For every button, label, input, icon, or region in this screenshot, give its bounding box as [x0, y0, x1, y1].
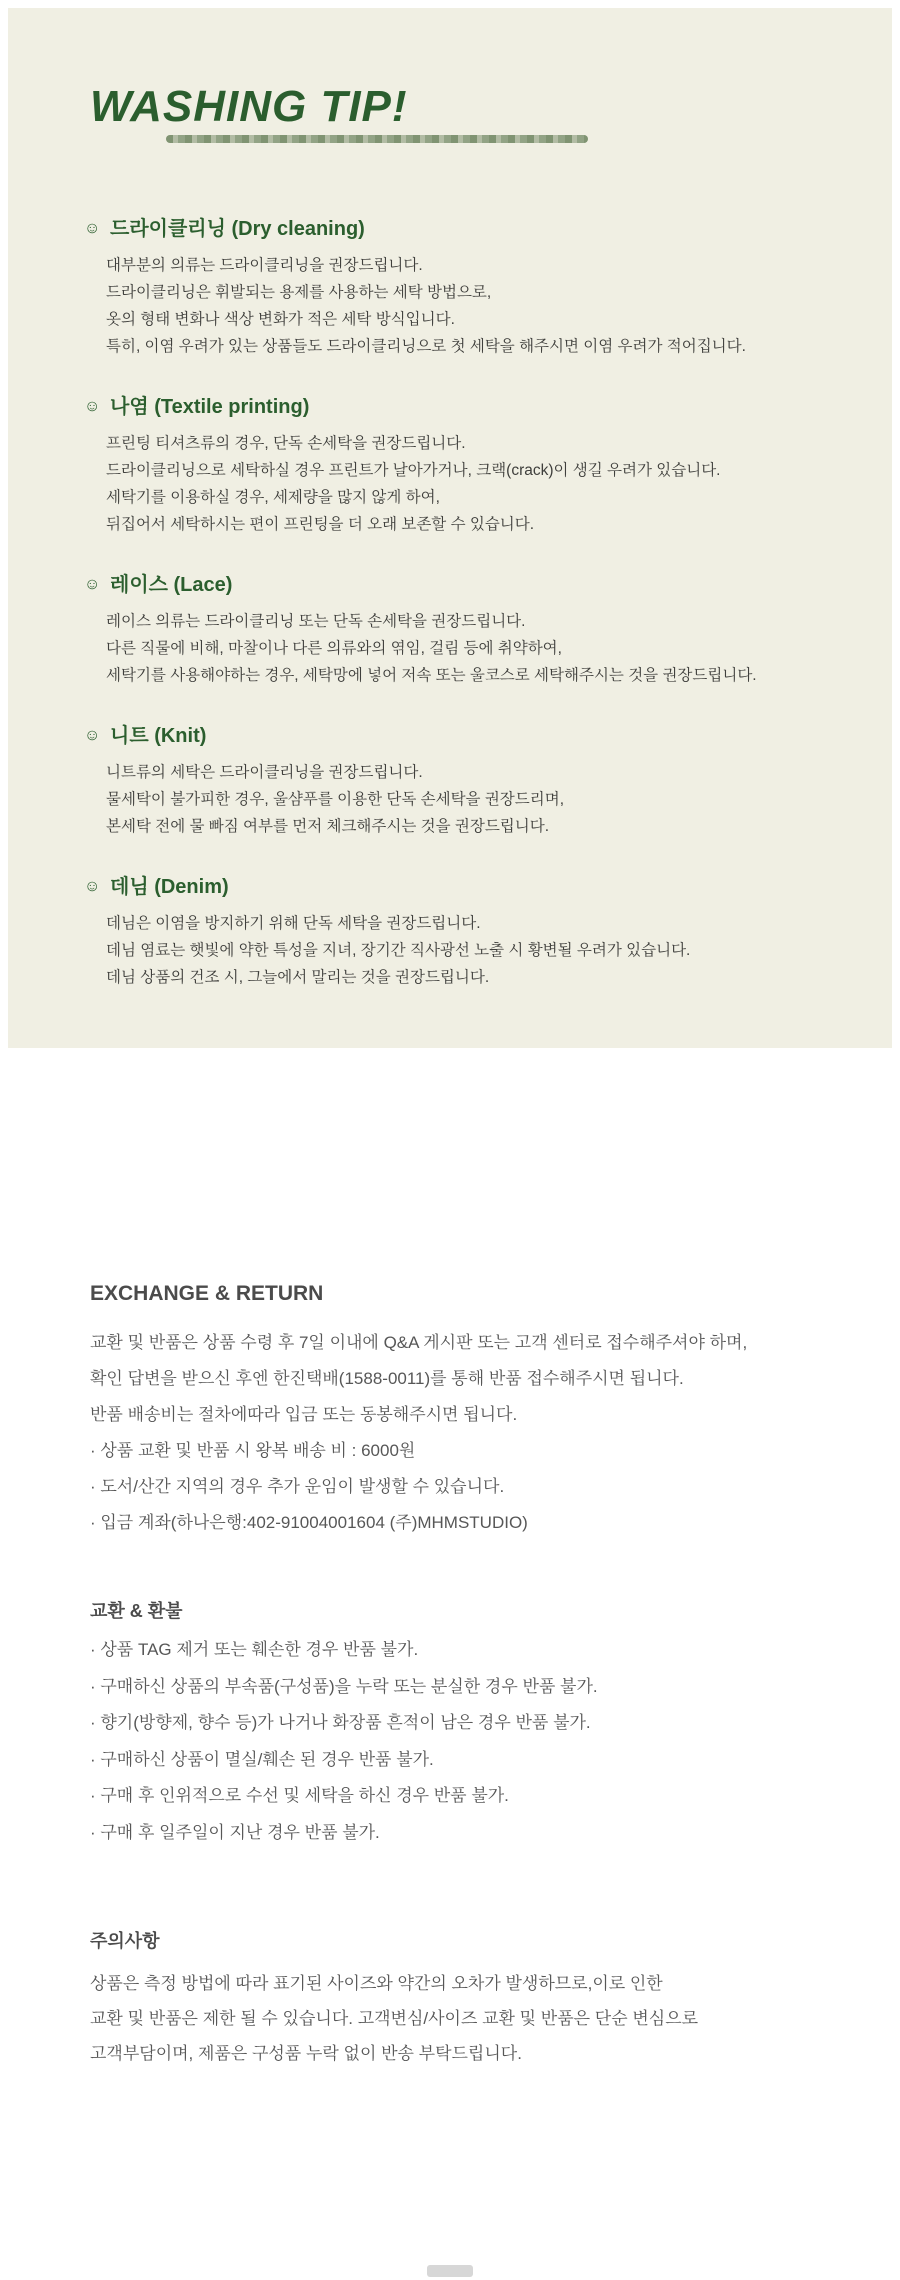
tip-section-denim [84, 873, 892, 991]
tip-line: 세탁기를 이용하실 경우, 세제량을 많지 않게 하여, [106, 489, 440, 506]
exchange-return-panel [90, 1281, 870, 2071]
intro-line: 교환 및 반품은 상품 수령 후 7일 이내에 Q&A 게시판 또는 고객 센터로 접수해주셔야 하며, [90, 1333, 748, 1352]
tip-heading-denim: 데님 (Denim) [110, 876, 229, 898]
tip-line: 데님 염료는 햇빛에 약한 특성을 지녀, 장기간 직사광선 노출 시 황변될 우려가 있습니다. [106, 942, 691, 959]
tip-section-lace [84, 571, 892, 689]
notice-line: 상품은 측정 방법에 따라 표기된 사이즈와 약간의 오차가 발생하므로,이로 인한 [90, 1974, 663, 1993]
bullet-line: · 구매 후 일주일이 지난 경우 반품 불가. [90, 1822, 380, 1842]
notice-title: 주의사항 [90, 1931, 160, 1951]
exchange-return-intro [90, 1325, 870, 1433]
notice-line: 교환 및 반품은 제한 될 수 있습니다. 고객변심/사이즈 교환 및 반품은 단순 변심으로 [90, 2009, 699, 2028]
bullet-line: · 도서/산간 지역의 경우 추가 운임이 발생할 수 있습니다. [90, 1477, 505, 1496]
bullet-line: · 구매하신 상품이 멸실/훼손 된 경우 반품 불가. [90, 1749, 434, 1769]
tip-heading-knit: 니트 (Knit) [110, 725, 207, 747]
tip-line: 다른 직물에 비해, 마찰이나 다른 의류와의 엮임, 걸림 등에 취약하여, [106, 640, 562, 657]
tip-line: 니트류의 세탁은 드라이클리닝을 권장드립니다. [106, 764, 423, 781]
tip-heading-row [84, 393, 892, 421]
tip-line: 프린팅 티셔츠류의 경우, 단독 손세탁을 권장드립니다. [106, 435, 466, 452]
refund-policy-bullets [90, 1632, 870, 1851]
tip-body [106, 430, 892, 538]
tip-line: 드라이클리닝은 휘발되는 용제를 사용하는 세탁 방법으로, [106, 284, 492, 301]
bullet-line: · 구매 후 인위적으로 수선 및 세탁을 하신 경우 반품 불가. [90, 1786, 509, 1805]
tip-line: 세탁기를 사용해야하는 경우, 세탁망에 넣어 저속 또는 울코스로 세탁해주시는 것을 권장드립니다. [106, 667, 757, 684]
tip-line: 특히, 이염 우려가 있는 상품들도 드라이클리닝으로 첫 세탁을 해주시면 이염 우려가 적어집니다. [106, 338, 746, 355]
smiley-icon: ☺ [84, 727, 101, 744]
tip-line: 데님 상품의 건조 시, 그늘에서 말리는 것을 권장드립니다. [106, 969, 490, 986]
intro-line: 확인 답변을 받으신 후엔 한진택배(1588-0011)를 통해 반품 접수해주시면 됩니다. [90, 1369, 684, 1388]
washing-tip-header [90, 84, 892, 143]
notice-body [90, 1966, 870, 2071]
washing-tip-panel [8, 8, 892, 1048]
notice-line: 고객부담이며, 제품은 구성품 누락 없이 반송 부탁드립니다. [90, 2044, 522, 2063]
tip-heading-textile-printing: 나염 (Textile printing) [110, 396, 310, 418]
tip-heading-dry-cleaning: 드라이클리닝 (Dry cleaning) [110, 218, 365, 240]
tip-heading-row [84, 215, 892, 243]
bullet-line: · 입금 계좌(하나은행:402-91004001604 (주)MHMSTUDIO) [90, 1513, 528, 1532]
tip-section-knit [84, 722, 892, 840]
tip-section-textile-printing [84, 393, 892, 538]
tip-line: 물세탁이 불가피한 경우, 울샴푸를 이용한 단독 손세탁을 권장드리며, [106, 791, 565, 808]
tip-line: 대부분의 의류는 드라이클리닝을 권장드립니다. [106, 257, 423, 274]
smiley-icon: ☺ [84, 576, 101, 593]
bottom-indicator [427, 2265, 473, 2277]
smiley-icon: ☺ [84, 878, 101, 895]
refund-policy-title: 교환 & 환불 [90, 1601, 183, 1621]
tip-heading-lace: 레이스 (Lace) [110, 574, 233, 596]
tip-section-dry-cleaning [84, 215, 892, 360]
exchange-return-title: EXCHANGE & RETURN [90, 1282, 324, 1305]
tip-body [106, 759, 892, 840]
tip-heading-row [84, 571, 892, 599]
tip-line: 뒤집어서 세탁하시는 편이 프린팅을 더 오래 보존할 수 있습니다. [106, 516, 535, 533]
bullet-line: · 향기(방향제, 향수 등)가 나거나 화장품 흔적이 남은 경우 반품 불가. [90, 1713, 591, 1732]
tip-line: 드라이클리닝으로 세탁하실 경우 프린트가 날아가거나, 크랙(crack)이 생길 우려가 있습니다. [106, 462, 721, 479]
tip-body [106, 608, 892, 689]
tip-line: 데님은 이염을 방지하기 위해 단독 세탁을 권장드립니다. [106, 915, 481, 932]
smiley-icon: ☺ [84, 398, 101, 415]
smiley-icon: ☺ [84, 220, 101, 237]
tip-heading-row [84, 722, 892, 750]
tip-line: 본세탁 전에 물 빠짐 여부를 먼저 체크해주시는 것을 권장드립니다. [106, 818, 550, 835]
shipping-fee-bullets [90, 1433, 870, 1541]
intro-line: 반품 배송비는 절차에따라 입금 또는 동봉해주시면 됩니다. [90, 1405, 518, 1424]
tip-body [106, 252, 892, 360]
washing-tip-title: WASHING TIP! [90, 82, 408, 131]
tip-heading-row [84, 873, 892, 901]
bullet-line: · 상품 TAG 제거 또는 훼손한 경우 반품 불가. [90, 1640, 419, 1659]
bullet-line: · 구매하신 상품의 부속품(구성품)을 누락 또는 분실한 경우 반품 불가. [90, 1676, 598, 1696]
bullet-line: · 상품 교환 및 반품 시 왕복 배송 비 : 6000원 [90, 1441, 416, 1460]
tip-line: 옷의 형태 변화나 색상 변화가 적은 세탁 방식입니다. [106, 311, 455, 328]
tip-body [106, 910, 892, 991]
tip-line: 레이스 의류는 드라이클리닝 또는 단독 손세탁을 권장드립니다. [106, 613, 526, 630]
title-underline-decoration [166, 135, 588, 143]
